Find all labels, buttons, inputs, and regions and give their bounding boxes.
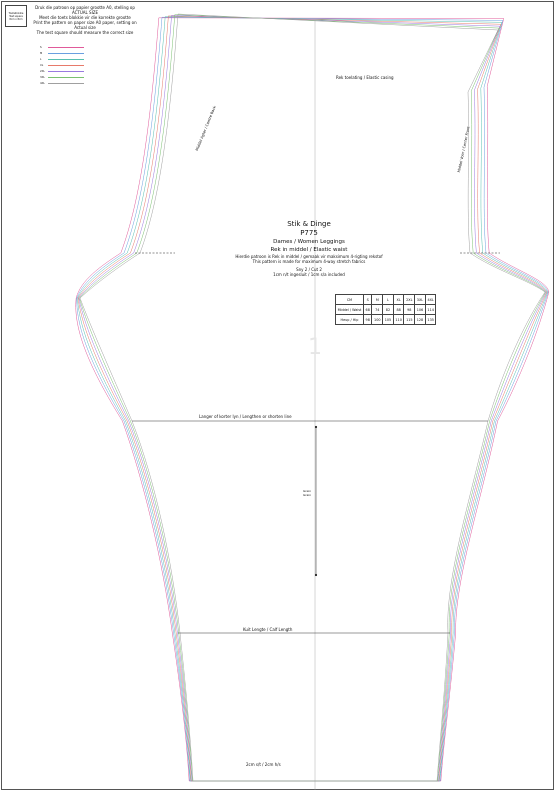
legend-line-swatch xyxy=(48,77,84,78)
size-table-cell: 110 xyxy=(393,315,404,325)
size-table-cell: 114 xyxy=(425,305,436,315)
elastic-casing-label: Rek toelating / Elastic casing xyxy=(336,75,394,80)
size-table-cell: XL xyxy=(393,295,404,305)
legend-size-label: 3XL xyxy=(40,75,45,79)
legend-size-label: XL xyxy=(40,63,44,67)
size-table-cell: 105 xyxy=(383,315,394,325)
size-table-cell: Middel / Waist xyxy=(336,305,364,315)
test-square-label: Toetsblokkie xyxy=(8,11,24,15)
size-table-cell: 135 xyxy=(425,315,436,325)
size-table-cell: 88 xyxy=(393,305,404,315)
legend-line-swatch xyxy=(48,59,84,60)
size-table-cell: 100 xyxy=(372,315,383,325)
legend-row xyxy=(40,80,84,86)
print-instruction: Meet die toets blokkie vir die korrekte grootte xyxy=(39,15,131,20)
size-table-cell: 74 xyxy=(372,305,383,315)
seam-allowance: 1cm n/t ingesluit / 1cm s/a included xyxy=(273,272,345,277)
fabric-note-af: Hierdie patroon is Rek in middel / gemaak vir maksimum 4-rigting rekstof xyxy=(235,254,383,259)
brand-name: Stik & Dinge xyxy=(287,220,331,228)
size-table-cell: 4XL xyxy=(425,295,436,305)
size-table-cell: 115 xyxy=(404,315,415,325)
hem-label: 2cm s/t / 2cm h/s xyxy=(246,762,281,767)
page-number: 1 xyxy=(308,335,322,360)
print-instruction: The test square should measure the correct size xyxy=(36,30,134,35)
test-square xyxy=(5,5,27,27)
size-outline-4xl xyxy=(80,14,545,781)
print-instruction: Print the pattern on paper size A0 paper, setting on Actual size xyxy=(33,20,137,30)
size-table-header xyxy=(336,295,436,305)
size-table-cell: L xyxy=(383,295,394,305)
size-table-cell: 98 xyxy=(363,315,372,325)
size-table-cell: Heup / Hip xyxy=(336,315,364,325)
test-square-label: 8cm x 8cm xyxy=(9,17,23,21)
legend-size-label: M xyxy=(40,51,43,55)
cut-instruction: Sny 2 / Cut 2 xyxy=(296,267,322,272)
size-table-cell: 3XL xyxy=(415,295,426,305)
size-table xyxy=(335,294,436,325)
legend-size-label: L xyxy=(40,57,42,61)
size-table-cell: 68 xyxy=(363,305,372,315)
pattern-name: Dames / Women Leggings xyxy=(273,239,345,245)
centre-back-label: Middel Agter / Centre Back xyxy=(195,105,217,152)
pattern-code: P775 xyxy=(300,229,318,237)
size-outline-3xl xyxy=(79,15,545,781)
legend-line-swatch xyxy=(48,65,84,66)
legend-line-swatch xyxy=(48,47,84,48)
centre-front-label: Middel Voor / Center Front xyxy=(457,126,471,173)
print-instructions xyxy=(30,5,140,35)
calf-label: Kuit Lengte / Calf Length xyxy=(243,627,293,632)
size-table-cell: 82 xyxy=(383,305,394,315)
grain-label: Grein Grain xyxy=(303,489,312,497)
test-square-label: Test square xyxy=(9,14,23,18)
print-instruction: Druk die patroon op papier grootte A0, stelling op ACTUAL SIZE xyxy=(35,5,135,15)
size-table-cell: 106 xyxy=(415,305,426,315)
size-table-cell: 128 xyxy=(415,315,426,325)
lengthen-label: Langer of korter lyn / Lengthen or shorten line xyxy=(199,414,292,419)
legend-line-swatch xyxy=(48,53,84,54)
size-table-cell: S xyxy=(363,295,372,305)
title-block xyxy=(220,220,398,277)
legend-size-label: 4XL xyxy=(40,81,45,85)
size-table-cell: 2XL xyxy=(404,295,415,305)
legend-size-label: S xyxy=(40,45,42,49)
legend-size-label: 2XL xyxy=(40,69,45,73)
size-table-row xyxy=(336,305,436,315)
size-line-legend xyxy=(40,44,84,86)
waist-type: Rek in middel / Elastic waist xyxy=(270,247,348,253)
legend-line-swatch xyxy=(48,83,84,84)
size-outline-2xl xyxy=(79,15,547,781)
size-table-cell: CM xyxy=(336,295,364,305)
size-table-row xyxy=(336,315,436,325)
size-table-cell: 98 xyxy=(404,305,415,315)
size-outline-xl xyxy=(78,16,547,781)
size-outline-s xyxy=(76,18,549,781)
size-outline-l xyxy=(77,17,547,781)
legend-line-swatch xyxy=(48,71,84,72)
size-table-cell: M xyxy=(372,295,383,305)
fabric-note-en: This pattern is made for maximum 4-way stretch fabrics xyxy=(252,259,366,264)
